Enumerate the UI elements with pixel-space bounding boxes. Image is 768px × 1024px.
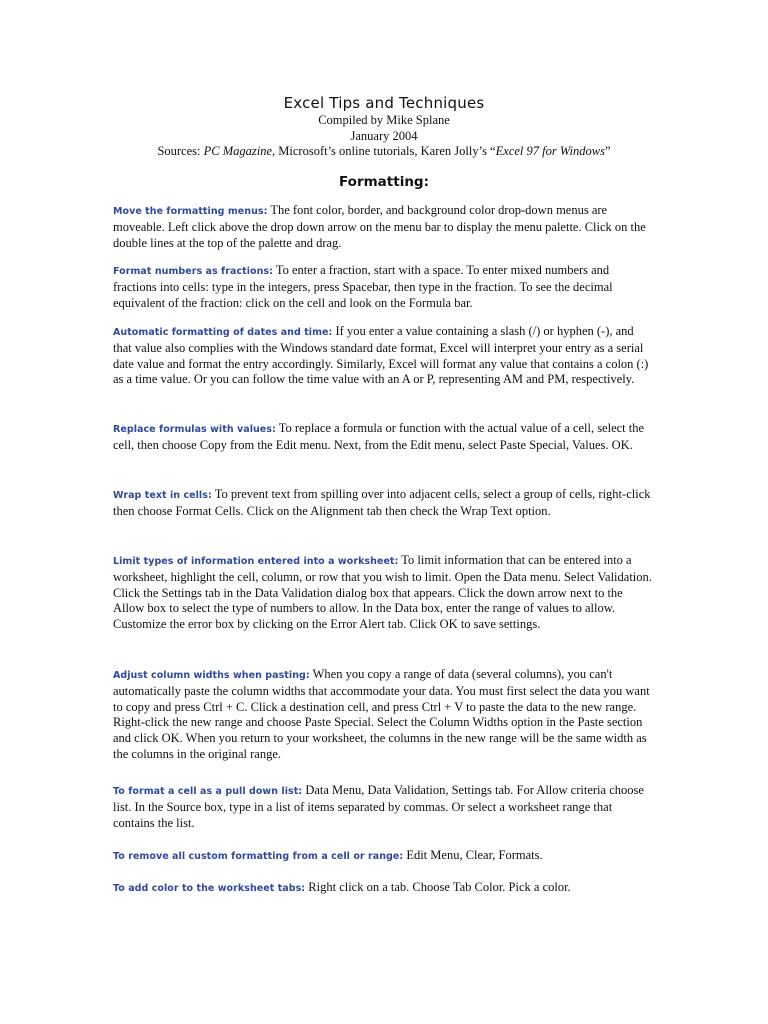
tip-text: To prevent text from spilling over into adjacent cells, select a group of cells, right-click then choose Format Cells. Click on the Alignment tab then check the Wrap Text option.	[113, 487, 651, 518]
tip-remove-formatting	[113, 848, 653, 865]
tip-text: Data Menu, Data Validation, Settings tab. For Allow criteria choose list. In the Source box, type in a list of items separated by commas. Or select a worksheet range that contains the list.	[113, 783, 644, 830]
tip-label: To format a cell as a pull down list:	[113, 786, 303, 797]
sources-middle: , Microsoft’s online tutorials, Karen Jolly’s “	[272, 144, 496, 158]
tip-text: The font color, border, and background color drop-down menus are moveable. Left click above the drop down arrow on the menu bar to display the menu palette. Click on the double lines at the top of the palette and drag.	[113, 203, 646, 250]
document-title: Excel Tips and Techniques	[283, 94, 485, 112]
tip-label: Replace formulas with values:	[113, 424, 276, 435]
tip-label: Wrap text in cells:	[113, 490, 212, 501]
tip-label: To remove all custom formatting from a cell or range:	[113, 851, 404, 862]
tip-text: When you copy a range of data (several columns), you can't automatically paste the column widths that accommodate your data. You must first select the data you want to copy and press Ctrl + C. Click a destination cell, and press Ctrl + V to paste the data to the new range. Right-click the new range and choose Paste Special. Select the Column Widths option in the Paste section and click OK. When you return to your worksheet, the columns in the new range will be the same width as the columns in the original range.	[113, 667, 650, 761]
compiled-by: Compiled by Mike Splane	[318, 113, 450, 127]
tip-text: To replace a formula or function with the actual value of a cell, select the cell, then choose Copy from the Edit menu. Next, from the Edit menu, select Paste Special, Values. OK.	[113, 421, 645, 452]
tip-auto-dates-time	[113, 324, 653, 388]
tip-move-formatting-menus	[113, 203, 653, 251]
sources-line	[0, 144, 768, 160]
sources-suffix: ”	[604, 144, 611, 158]
tip-label: Automatic formatting of dates and time:	[113, 327, 333, 338]
tip-label: To add color to the worksheet tabs:	[113, 883, 306, 894]
tip-replace-formulas	[113, 421, 653, 454]
document-date: January 2004	[350, 128, 418, 143]
tip-adjust-column-widths	[113, 667, 653, 763]
tip-text: If you enter a value containing a slash (/) or hyphen (-), and that value also complies with the Windows standard date format, Excel will interpret your entry as a serial date value and format the entry accordingly. Similarly, Excel will format any value that contains a colon (:) as a time value. Or you can follow the time value with an A or P, representing AM and PM, respectively.	[113, 324, 649, 387]
tip-label: Format numbers as fractions:	[113, 266, 273, 277]
sources-pc-magazine: PC Magazine	[203, 144, 273, 158]
document-header	[0, 94, 768, 160]
tip-label: Adjust column widths when pasting:	[113, 670, 310, 681]
tip-text: To enter a fraction, start with a space. To enter mixed numbers and fractions into cells: type in the integers, press Spacebar, then type in the fraction. To see the decimal equivalent of the fraction: click on the cell and look on the Formula bar.	[113, 263, 613, 310]
section-heading: Formatting:	[339, 174, 429, 190]
tip-label: Limit types of information entered into a worksheet:	[113, 556, 399, 567]
tip-tab-color	[113, 880, 653, 897]
sources-excel-book: Excel 97 for Windows	[495, 144, 605, 158]
sources-prefix: Sources:	[157, 144, 204, 158]
tip-format-fractions	[113, 263, 653, 311]
tip-wrap-text	[113, 487, 653, 520]
tip-text: To limit information that can be entered into a worksheet, highlight the cell, column, or row that you wish to limit. Open the Data menu. Select Validation. Click the Settings tab in the Data Validation dialog box that appears. Click the down arrow next to the Allow box to select the type of numbers to allow. In the Data box, enter the range of values to allow. Customize the error box by clicking on the Error Alert tab. Click OK to save settings.	[113, 553, 652, 632]
tip-text: Right click on a tab. Choose Tab Color. Pick a color.	[305, 880, 571, 894]
tip-pull-down-list	[113, 783, 653, 831]
tip-limit-types	[113, 553, 653, 633]
tip-label: Move the formatting menus:	[113, 206, 268, 217]
tip-text: Edit Menu, Clear, Formats.	[403, 848, 543, 862]
